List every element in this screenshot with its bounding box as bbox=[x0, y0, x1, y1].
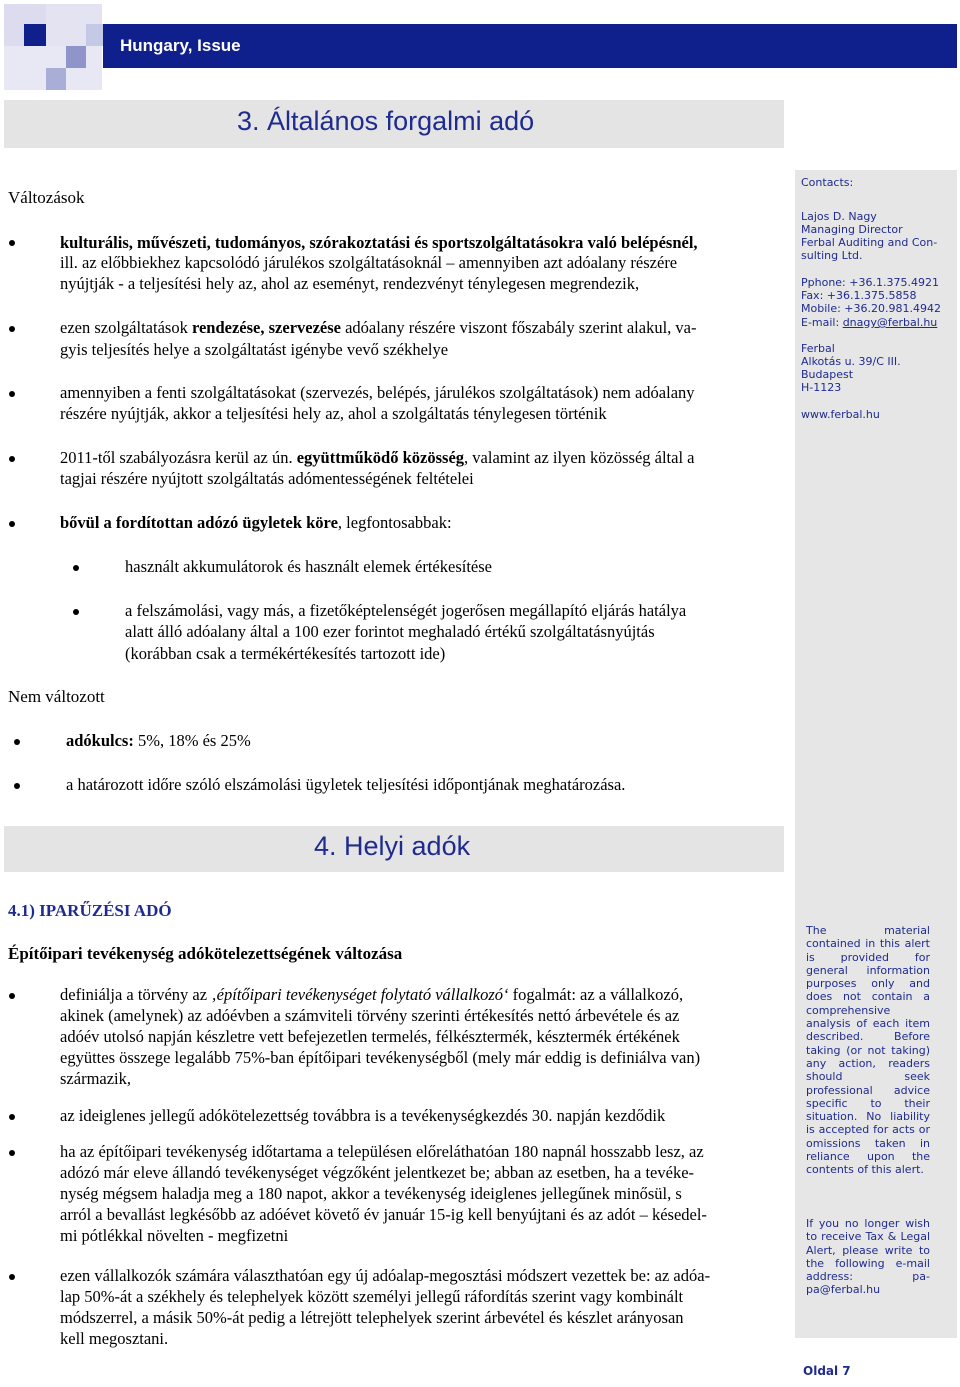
unchanged-heading: Nem változott bbox=[8, 687, 105, 706]
b1-line-1: kulturális, művészeti, tudományos, szórakoztatási és sportszolgáltatásokra való belépésnél, bbox=[60, 233, 698, 252]
rate-values: 5%, 18% és 25% bbox=[133, 731, 251, 750]
sub-item-2-line-2: alatt álló adóalany által a 100 ezer forintot meghaladó értékű szolgáltatásnyújtás bbox=[125, 622, 655, 641]
bullet bbox=[9, 391, 15, 397]
b4-line-1 bbox=[60, 447, 695, 468]
email-link[interactable]: dnagy@ferbal.hu bbox=[842, 316, 938, 329]
p4-line-3: módszerrel, a másik 50%-át pedig a létrejött telephelyek szerint árbevétel és készlet arányosan bbox=[60, 1308, 684, 1327]
p1-line-4: együttes összege legalább 75%-ban építőipari tevékenységből (mely már eddig is definiálva van) bbox=[60, 1048, 701, 1067]
iparuzesi-heading: 4.1) IPARŰZÉSI ADÓ bbox=[8, 901, 172, 920]
logo-square-dark-1 bbox=[24, 24, 46, 46]
contacts-label: Contacts: bbox=[801, 176, 854, 189]
contact-phone: Pphone: +36.1.375.4921 bbox=[801, 276, 939, 289]
bullet bbox=[9, 1114, 15, 1120]
email-label: E-mail: bbox=[801, 316, 843, 329]
page-number: Oldal 7 bbox=[803, 1364, 851, 1378]
logo-square-mid-1 bbox=[66, 46, 86, 68]
sub-bullet bbox=[73, 565, 79, 571]
bullet bbox=[9, 1274, 15, 1280]
b2-post: adóalany részére viszont főszabály szerint alakul, va- bbox=[340, 318, 697, 337]
contact-role: Managing Director bbox=[801, 223, 903, 236]
contact-fax: Fax: +36.1.375.5858 bbox=[801, 289, 917, 302]
unchanged-item-1 bbox=[66, 730, 251, 751]
b2-line-2: gyis teljesítés helye a szolgáltatást igénybe vevő székhelye bbox=[60, 340, 449, 359]
p1-line-5: származik, bbox=[60, 1069, 132, 1088]
contact-name: Lajos D. Nagy bbox=[801, 210, 877, 223]
p4-line-4: kell megosztani. bbox=[60, 1329, 169, 1348]
b2-bold: rendezése, szervezése bbox=[191, 318, 341, 337]
b3-line-1: amennyiben a fenti szolgáltatásokat (szervezés, belépés, járulékos szolgáltatások) nem adóalany bbox=[60, 383, 695, 402]
bullet bbox=[9, 326, 15, 332]
header-title: Hungary, Issue bbox=[120, 36, 241, 55]
bullet bbox=[9, 240, 15, 246]
rate-label: adókulcs: bbox=[66, 731, 134, 750]
section-4-title: 4. Helyi adók bbox=[314, 831, 471, 861]
p3-line-4: arról a bevallást legkésőbb az adóévet követő év január 15-ig kell benyújtani és az adót – késedel- bbox=[60, 1205, 707, 1224]
address-3: Budapest bbox=[801, 368, 854, 381]
logo-square-mid-2 bbox=[46, 68, 66, 90]
unchanged-item-2: a határozott időre szóló elszámolási ügyletek teljesítési időpontjának meghatározása. bbox=[66, 775, 626, 794]
bullet bbox=[9, 1150, 15, 1156]
b1-line-2: ill. az előbbiekhez kapcsolódó járulékos szolgáltatásoknál – amennyiben azt adóalany részére bbox=[60, 253, 678, 272]
b1-line-3: nyújtják - a teljesítési hely az, ahol az eseményt, rendezvényt ténylegesen megrendezik, bbox=[60, 274, 640, 293]
bullet bbox=[9, 993, 15, 999]
b4-pre: 2011-től szabályozásra kerül az ún. bbox=[60, 448, 297, 467]
p4-line-1: ezen vállalkozók számára választhatóan egy új adóalap-megosztási módszert vezettek be: az adóa- bbox=[60, 1266, 711, 1285]
b2-pre: ezen szolgáltatások bbox=[60, 318, 192, 337]
b3-line-2: részére nyújtják, akkor a teljesítési hely az, ahol a szolgáltatás ténylegesen történik bbox=[60, 404, 607, 423]
p1-line-2: akinek (amelynek) az adóévben a számviteli törvény szerinti értékesítés nettó árbevétele és az bbox=[60, 1006, 680, 1025]
bullet bbox=[14, 783, 20, 789]
topic-heading: Építőipari tevékenység adókötelezettségének változása bbox=[8, 944, 403, 963]
b5-rest: , legfontosabbak: bbox=[337, 513, 452, 532]
b2-line-1 bbox=[60, 317, 697, 338]
contact-company-2: sulting Ltd. bbox=[801, 249, 863, 262]
sub-item-2-line-1: a felszámolási, vagy más, a fizetőképtelenségét jogerősen megállapító eljárás hatálya bbox=[125, 601, 687, 620]
bullet bbox=[9, 521, 15, 527]
sub-item-1: használt akkumulátorok és használt elemek értékesítése bbox=[125, 557, 492, 576]
b4-bold: együttműködő közösség bbox=[296, 448, 465, 467]
p1-line-1 bbox=[60, 984, 683, 1005]
address-4: H-1123 bbox=[801, 381, 842, 394]
contact-email-row bbox=[801, 316, 951, 329]
p1-line-3: adóév utolsó napján készletre vett befejezetlen termelés, félkésztermék, késztermék értékének bbox=[60, 1027, 680, 1046]
b5-bold: bővül a fordítottan adózó ügyletek köre bbox=[60, 513, 338, 532]
bullet bbox=[14, 739, 20, 745]
p3-line-1: ha az építőipari tevékenység időtartama a településen előreláthatóan 180 napnál hosszabb lesz, az bbox=[60, 1142, 704, 1161]
sub-bullet bbox=[73, 609, 79, 615]
p1-pre: definiálja a törvény az bbox=[60, 985, 212, 1004]
address-2: Alkotás u. 39/C III. bbox=[801, 355, 901, 368]
address-1: Ferbal bbox=[801, 342, 835, 355]
contact-company-1: Ferbal Auditing and Con- bbox=[801, 236, 938, 249]
changes-heading: Változások bbox=[8, 188, 85, 207]
p3-line-5: mi pótlékkal növelten - megfizetni bbox=[60, 1226, 289, 1245]
p1-post: fogalmát: az a vállalkozó, bbox=[508, 985, 684, 1004]
p2-line: az ideiglenes jellegű adókötelezettség továbbra is a tevékenységkezdés 30. napján kezdődik bbox=[60, 1106, 666, 1125]
p4-line-2: lap 50%-át a székhely és telephelyek között személyi jellegű ráfordítás szerint vagy kombinált bbox=[60, 1287, 684, 1306]
bullet bbox=[9, 456, 15, 462]
b4-line-2: tagjai részére nyújtott szolgáltatás adómentességének feltételei bbox=[60, 469, 474, 488]
section-3-title: 3. Általános forgalmi adó bbox=[237, 106, 535, 136]
p3-line-2: adózó már eleve állandó tevékenységet végzőként jelentkezet be; abban az esetben, ha a tevéke- bbox=[60, 1163, 695, 1182]
website-link[interactable]: www.ferbal.hu bbox=[801, 408, 880, 421]
unsubscribe-text: If you no longer wish to receive Tax & Legal Alert, please write to the following e-mail address: pa-pa@ferbal.hu bbox=[806, 1217, 930, 1297]
logo-square-mid-3 bbox=[86, 24, 103, 46]
disclaimer-text: The material contained in this alert is provided for general information purposes only and does not contain a comprehensive analysis of each item described. Before taking (or not taking) any action, readers should seek professional advice specific to their situation. No liability is accepted for acts or omissions taken in reliance upon the contents of this alert. bbox=[806, 924, 930, 1177]
b4-post: , valamint az ilyen közösség által a bbox=[464, 448, 695, 467]
sub-item-2-line-3: (korábban csak a termékértékesítés tartozott ide) bbox=[125, 644, 446, 663]
p3-line-3: nység mégsem haladja meg a 180 napot, akkor a tevékenység ideiglenes jellegűnek minősül, s bbox=[60, 1184, 682, 1203]
b5-line bbox=[60, 512, 452, 533]
p1-italic: ‚építőipari tevékenységet folytató vállalkozó‘ bbox=[211, 985, 509, 1004]
contact-mobile: Mobile: +36.20.981.4942 bbox=[801, 302, 941, 315]
